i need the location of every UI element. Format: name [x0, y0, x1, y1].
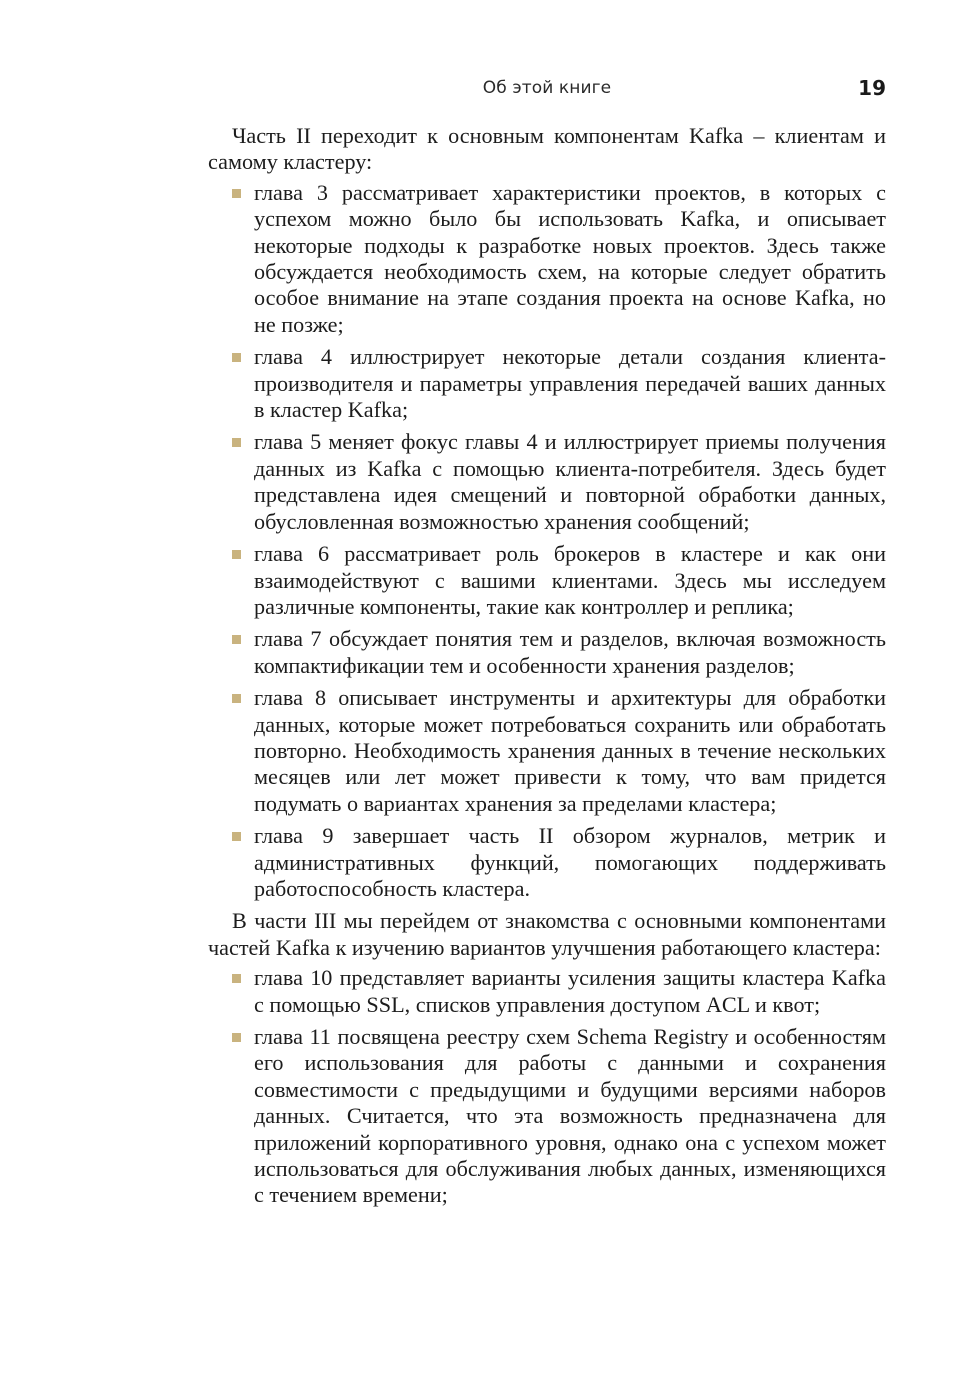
list-item-text: глава 8 описывает инструменты и архитектуры для обработки данных, которые может потребоваться сохранить или обработать повторно. Необходимость хранения данных в течение нескольких месяцев или лет может привести к тому, что вам придется подумать о вариантах хранения за пределами кластера;	[254, 685, 886, 816]
square-bullet-icon	[232, 974, 241, 983]
body-text	[208, 123, 886, 1215]
list-item-text: глава 3 рассматривает характеристики проектов, в которых с успехом можно было бы использовать Kafka, и описывает некоторые подходы к разработке новых проектов. Здесь также обсуждается необходимость схем, на которые следует обратить особое внимание на этапе создания проекта на основе Kafka, но не позже;	[254, 179, 886, 337]
paragraph-part3-intro: В части III мы перейдем от знакомства с основными компонентами частей Kafka к изучению вариантов улучшения работающего кластера:	[208, 908, 886, 960]
running-title: Об этой книге	[482, 78, 612, 98]
list-item	[208, 823, 886, 902]
square-bullet-icon	[232, 1033, 241, 1042]
list-item	[208, 180, 886, 338]
square-bullet-icon	[232, 353, 241, 362]
list-item-text: глава 6 рассматривает роль брокеров в кластере и как они взаимодействуют с вашими клиентами. Здесь мы исследуем различные компоненты, такие как контроллер и реплика;	[254, 541, 886, 619]
bullet-list-part3	[208, 965, 886, 1209]
list-item-text: глава 11 посвящена реестру схем Schema Registry и особенностям его использования для работы с данными и сохранения совместимости с предыдущими и будущими версиями наборов данных. Считается, что эта возможность предназначена для приложений корпоративного уровня, однако она с успехом может использоваться для обслуживания любых данных, изменяющихся с течением времени;	[254, 1024, 886, 1208]
square-bullet-icon	[232, 635, 241, 644]
list-item	[208, 344, 886, 423]
list-item-text: глава 9 завершает часть II обзором журналов, метрик и административных функций, помогающих поддерживать работоспособность кластера.	[254, 823, 886, 901]
square-bullet-icon	[232, 550, 241, 559]
square-bullet-icon	[232, 189, 241, 198]
list-item-text: глава 7 обсуждает понятия тем и разделов, включая возможность компактификации тем и особенности хранения разделов;	[254, 626, 886, 678]
square-bullet-icon	[232, 832, 241, 841]
list-item	[208, 965, 886, 1018]
square-bullet-icon	[232, 438, 241, 447]
square-bullet-icon	[232, 694, 241, 703]
list-item-text: глава 5 меняет фокус главы 4 и иллюстрирует приемы получения данных из Kafka с помощью клиента-потребителя. Здесь будет представлена идея смещений и повторной обработки данных, обусловленная возможностью хранения сообщений;	[254, 429, 886, 534]
list-item-text: глава 4 иллюстрирует некоторые детали создания клиента-производителя и параметры управления передачей ваших данных в кластер Kafka;	[254, 344, 886, 423]
list-item	[208, 541, 886, 620]
list-item	[208, 626, 886, 679]
list-item-text: глава 10 представляет варианты усиления защиты кластера Kafka с помощью SSL, списков управления доступом ACL и квот;	[254, 965, 886, 1017]
list-item	[208, 429, 886, 535]
running-head	[208, 76, 886, 104]
paragraph-part2-intro: Часть II переходит к основным компонентам Kafka – клиентам и самому кластеру:	[208, 123, 886, 175]
page-number: 19	[858, 76, 886, 100]
bullet-list-part2	[208, 180, 886, 903]
list-item	[208, 685, 886, 817]
list-item	[208, 1024, 886, 1209]
